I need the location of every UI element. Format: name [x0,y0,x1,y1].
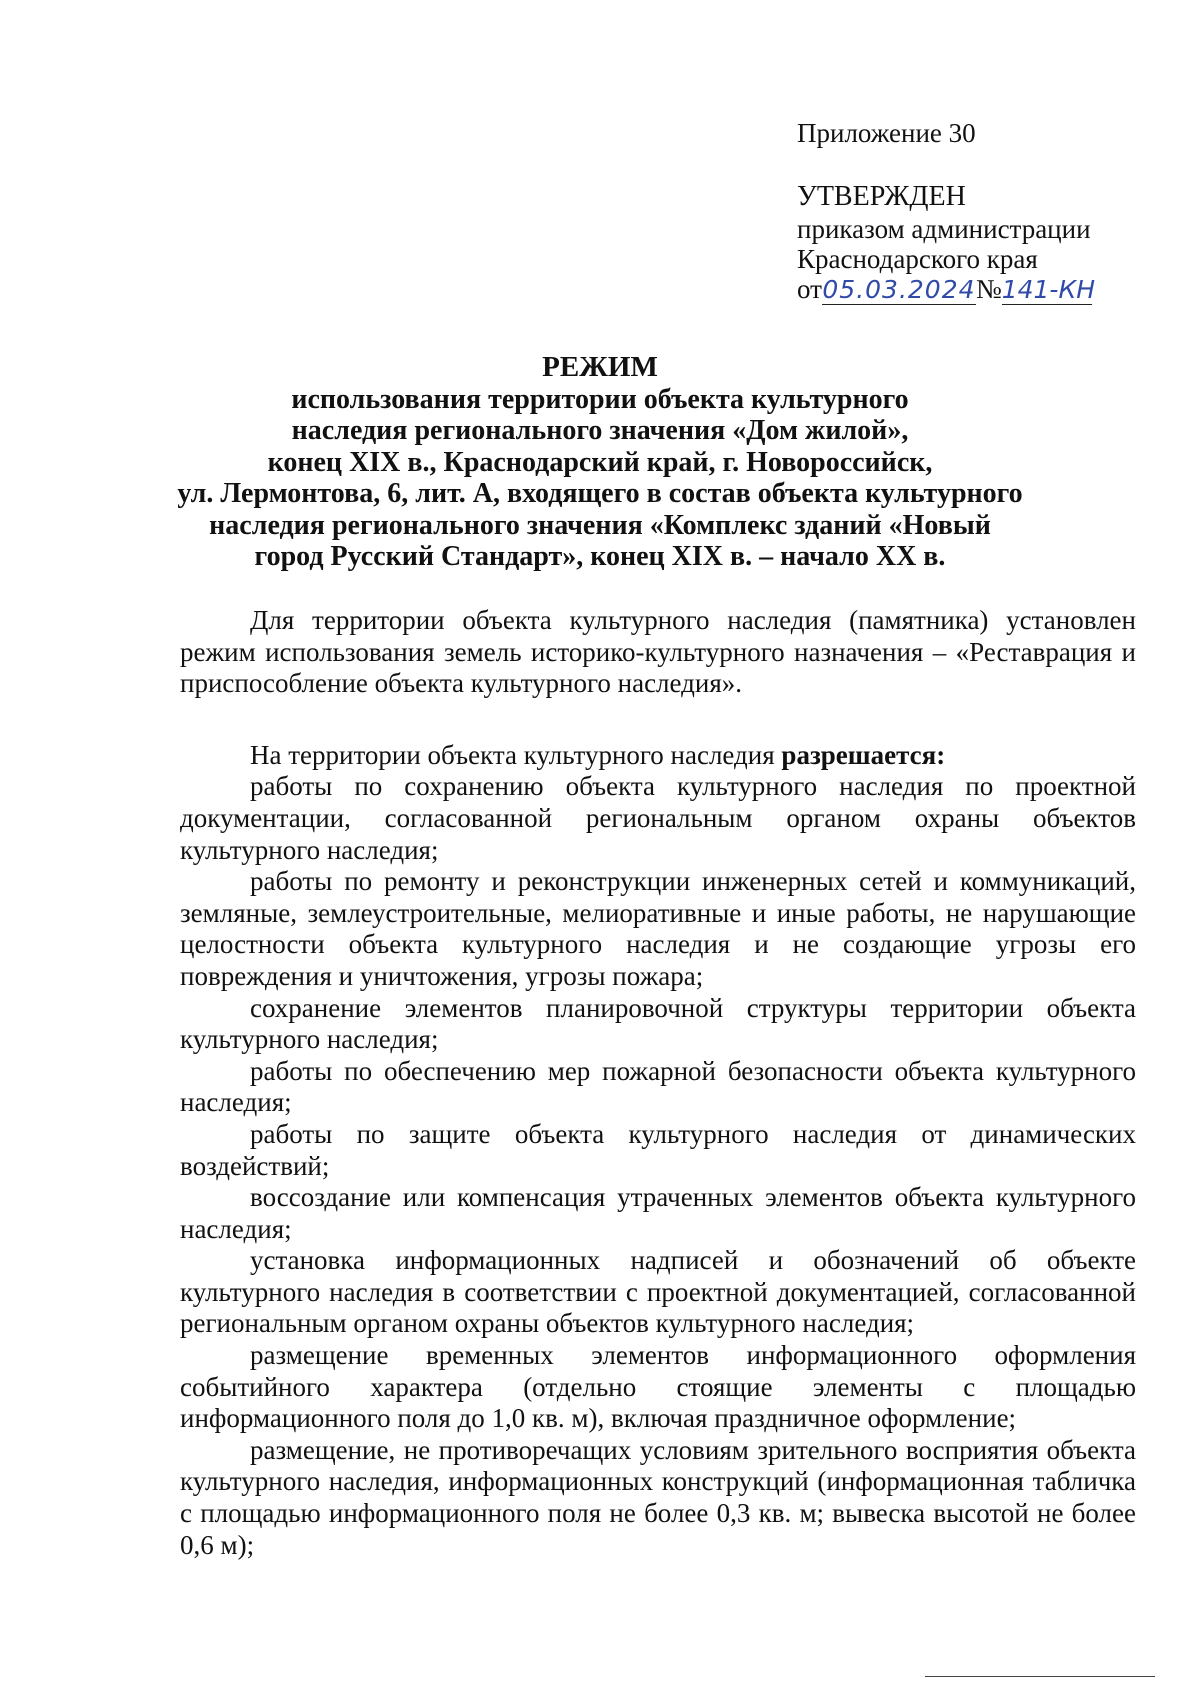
allowed-word: разрешается: [781,739,946,770]
list-item: размещение временных элементов информационного оформления событийного характера (отдельно стоящие элементы с площадью информационного поля до 1,0 кв. м), включая праздничное оформление; [180,1340,1136,1434]
number-prefix: № [975,274,1002,304]
allowed-intro [180,740,1136,772]
handwritten-number: 141-КН [1001,275,1096,304]
intro-paragraph: Для территории объекта культурного наследия (памятника) установлен режим использования земель историко-культурного назначения – «Реставрация и приспособление объекта культурного наследия». [180,605,1136,699]
approved-label: УТВЕРЖДЕН [797,181,966,212]
list-item: работы по ремонту и реконструкции инженерных сетей и коммуникаций, земляные, землеустроительные, мелиоративные и иные работы, не нарушающие целостности объекта культурного наследия и не создающие угрозы его повреждения и уничтожения, угрозы пожара; [180,866,1136,991]
title-line: ул. Лермонтова, 6, лит. А, входящего в состав объекта культурного [177,478,1023,509]
document-title [160,352,1040,573]
title-line: использования территории объекта культурного [291,383,909,415]
allowed-prefix: На территории объекта культурного наследия [250,739,782,770]
approval-stamp-block [797,118,1127,306]
paragraph-gap [180,700,1136,740]
order-reference [797,274,1127,306]
list-item: размещение, не противоречащих условиям зрительного восприятия объекта культурного наследия, информационных конструкций (информационная табличка с площадью информационного поля не более 0,3 кв. м; вывеска высотой не более 0,6 м); [180,1434,1136,1560]
title-line: наследия регионального значения «Дом жилой», [291,415,909,446]
list-item: сохранение элементов планировочной структуры территории объекта культурного наследия; [180,992,1136,1055]
date-prefix: от [797,274,822,304]
list-item: воссоздание или компенсация утраченных элементов объекта культурного наследия; [180,1182,1136,1244]
list-item: работы по сохранению объекта культурного наследия по проектной документации, согласованной региональным органом охраны объектов культурного наследия; [180,771,1136,865]
appendix-label: Приложение 30 [797,118,976,148]
title-main: РЕЖИМ [542,351,658,383]
list-item: работы по защите объекта культурного наследия от динамических воздействий; [180,1118,1136,1181]
title-line: конец XIX в., Краснодарский край, г. Новороссийск, [267,446,933,478]
document-body [180,605,1136,1561]
approval-line-2: Краснодарского края [797,244,1038,274]
title-line: наследия регионального значения «Комплекс зданий «Новый [209,509,991,541]
handwritten-date: 05.03.2024 [822,275,976,304]
list-item: установка информационных надписей и обозначений об объекте культурного наследия в соответствии с проектной документацией, согласованной региональным органом охраны объектов культурного наследия; [180,1245,1136,1339]
approval-line-1: приказом администрации [797,214,1091,244]
title-line: город Русский Стандарт», конец XIX в. – начало XX в. [254,541,946,572]
list-item: работы по обеспечению мер пожарной безопасности объекта культурного наследия; [180,1055,1136,1118]
footer-divider [925,1676,1155,1677]
